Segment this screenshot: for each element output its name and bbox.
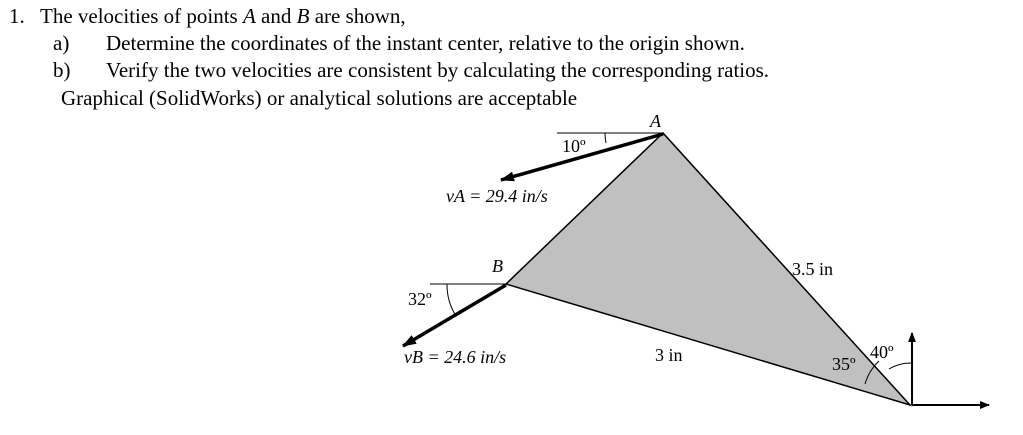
side-bo-length: 3 in <box>655 345 683 365</box>
part-a-text: Determine the coordinates of the instant center, relative to the origin shown. <box>106 31 745 55</box>
solution-note: Graphical (SolidWorks) or analytical solutions are acceptable <box>61 86 578 110</box>
angle-arc-40 <box>889 363 912 369</box>
velocity-b-label: vB = 24.6 in/s <box>404 347 507 367</box>
velocity-a-label: vA = 29.4 in/s <box>446 186 548 206</box>
angle-35-label: 35º <box>832 354 856 374</box>
part-b-label: b) <box>53 58 71 82</box>
part-a-label: a) <box>53 31 70 55</box>
intro-text: and <box>255 4 297 28</box>
angle-arc-b <box>447 284 456 316</box>
point-b-label: B <box>492 256 503 276</box>
point-b-ref: B <box>296 4 310 28</box>
angle-b-label: 32º <box>408 289 432 309</box>
angle-arc-a <box>605 133 606 143</box>
point-a-label: A <box>650 111 661 131</box>
problem-number: 1. <box>9 4 25 28</box>
angle-a-label: 10º <box>562 136 586 156</box>
angle-40-label: 40º <box>870 342 894 362</box>
intro-text: are shown, <box>309 4 406 28</box>
side-ao-length: 3.5 in <box>792 259 834 279</box>
part-b-text: Verify the two velocities are consistent by calculating the corresponding ratios. <box>106 58 770 82</box>
intro-text: The velocities of points <box>40 4 243 28</box>
point-a-ref: A <box>242 4 256 28</box>
